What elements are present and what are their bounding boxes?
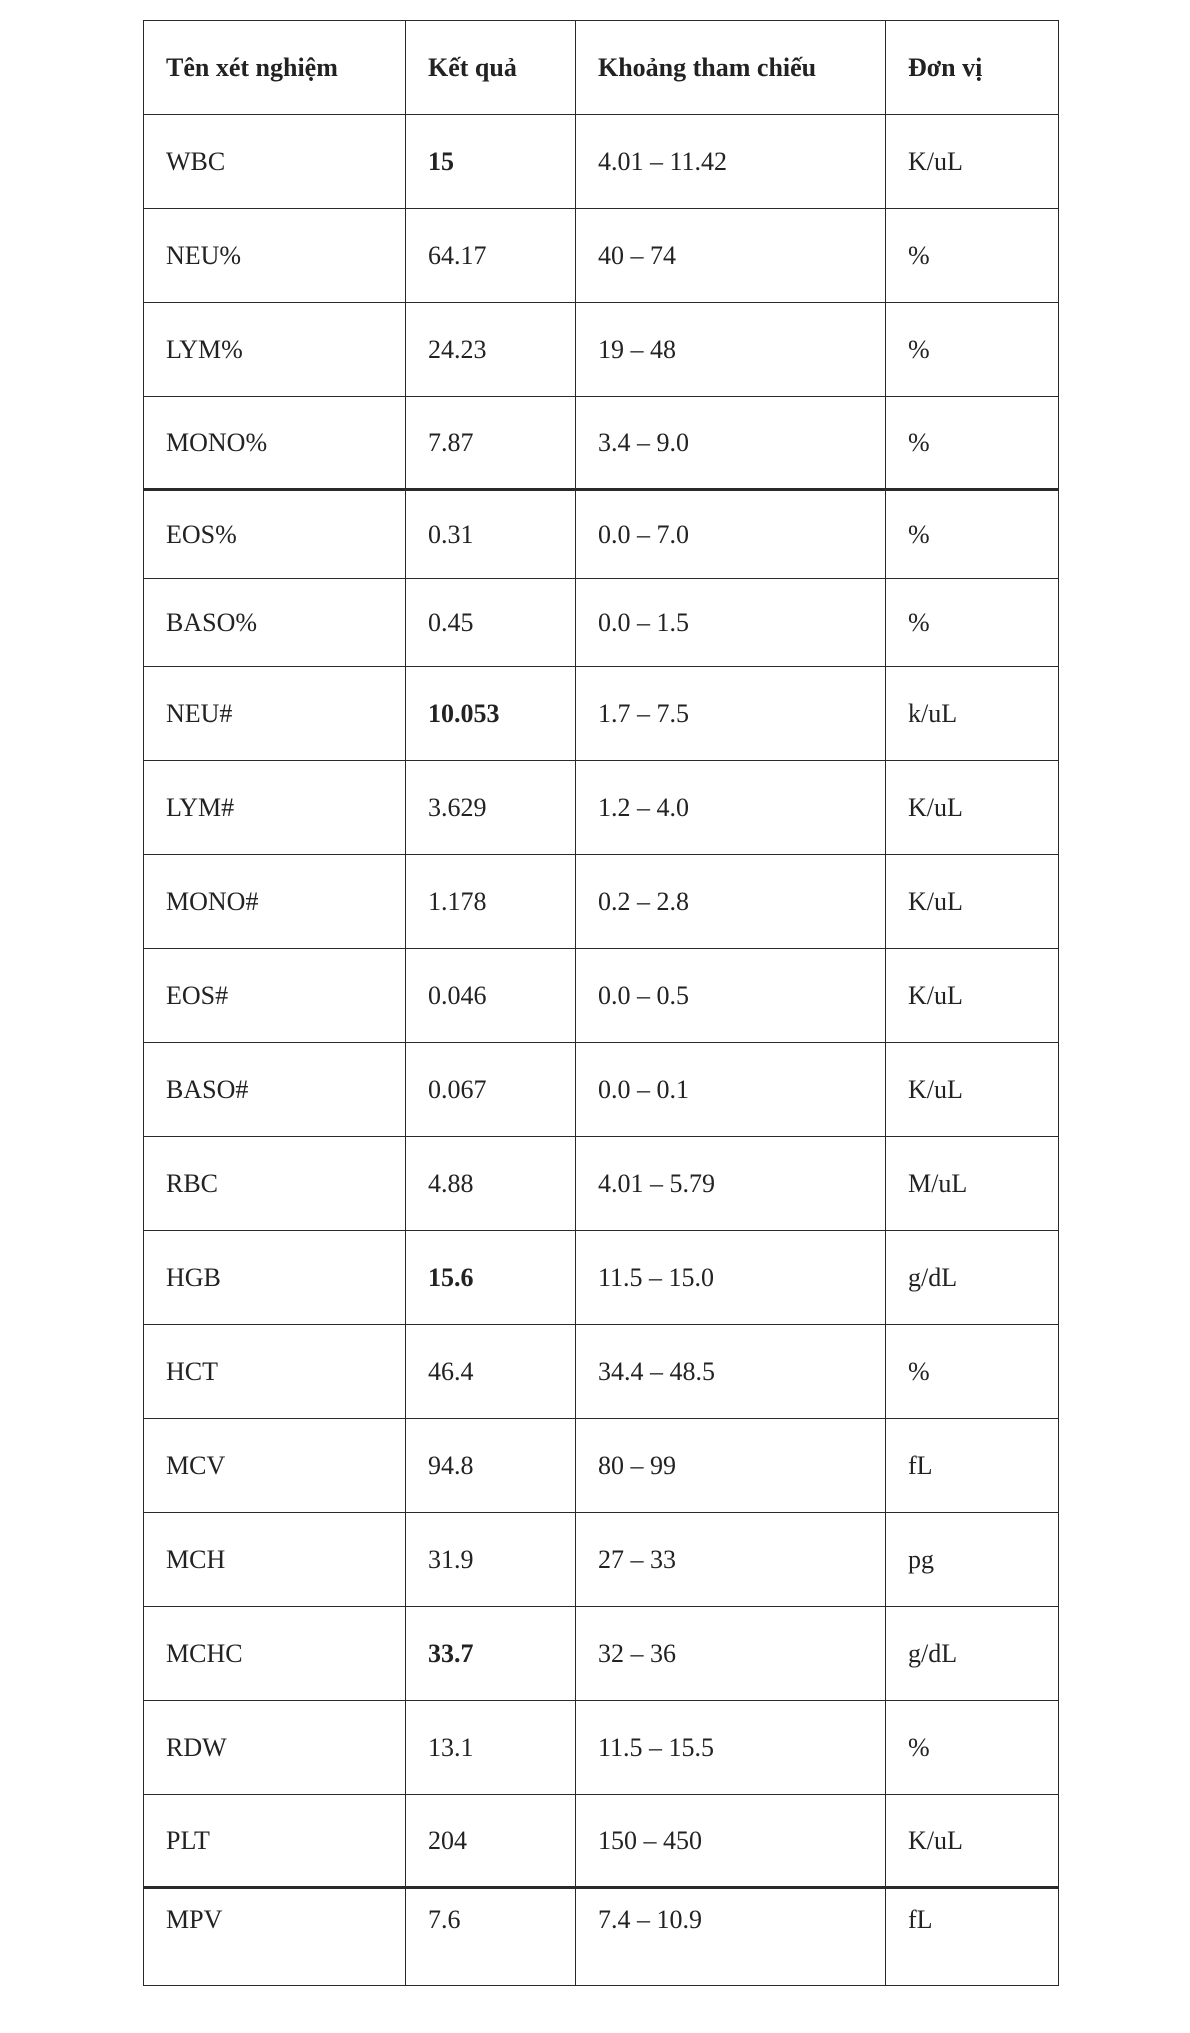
cell-test-name: NEU% [144, 209, 406, 302]
cell-unit: k/uL [908, 698, 958, 728]
cell-reference-range: 19 – 48 [576, 303, 886, 396]
table-row [144, 1795, 1058, 1889]
cell-reference-range: 1.7 – 7.5 [576, 667, 886, 760]
cell-test-name: LYM% [144, 303, 406, 396]
cell-result: 31.9 [406, 1513, 576, 1606]
table-row [144, 1701, 1058, 1795]
table-row [144, 1889, 1058, 1985]
cell-unit: % [908, 427, 930, 457]
cell-result: 3.629 [406, 761, 576, 854]
cell-test-name: MONO# [144, 855, 406, 948]
cell-result: 46.4 [406, 1325, 576, 1418]
table-row [144, 1231, 1058, 1325]
cell-result: 204 [406, 1795, 576, 1886]
cell-reference-range: 11.5 – 15.0 [576, 1231, 886, 1324]
cell-reference-range: 4.01 – 5.79 [576, 1137, 886, 1230]
cell-reference-range: 4.01 – 11.42 [576, 115, 886, 208]
table-row [144, 1607, 1058, 1701]
cell-unit: pg [908, 1544, 934, 1574]
header-result: Kết quả [406, 21, 576, 114]
cell-test-name: BASO% [144, 579, 406, 666]
cell-result: 7.87 [406, 397, 576, 488]
cell-test-name: RBC [144, 1137, 406, 1230]
cell-unit: % [908, 519, 930, 549]
table-row [144, 397, 1058, 491]
table-row [144, 491, 1058, 579]
cell-result: 0.046 [406, 949, 576, 1042]
cell-result: 24.23 [406, 303, 576, 396]
cell-result: 0.31 [406, 491, 576, 578]
cell-unit: K/uL [908, 980, 963, 1010]
table-row [144, 579, 1058, 667]
cell-result: 94.8 [406, 1419, 576, 1512]
cell-result: 0.45 [406, 579, 576, 666]
cell-test-name: EOS# [144, 949, 406, 1042]
table-row [144, 667, 1058, 761]
cell-unit: M/uL [908, 1168, 968, 1198]
cell-result: 7.6 [406, 1889, 576, 1985]
cell-test-name: MCV [144, 1419, 406, 1512]
cell-reference-range: 40 – 74 [576, 209, 886, 302]
table-row [144, 761, 1058, 855]
cell-reference-range: 0.0 – 1.5 [576, 579, 886, 666]
cell-reference-range: 11.5 – 15.5 [576, 1701, 886, 1794]
cell-unit: % [908, 607, 930, 637]
table-header-row [144, 21, 1058, 115]
cell-reference-range: 1.2 – 4.0 [576, 761, 886, 854]
table-row [144, 855, 1058, 949]
cell-reference-range: 0.2 – 2.8 [576, 855, 886, 948]
cell-reference-range: 27 – 33 [576, 1513, 886, 1606]
cell-unit: K/uL [908, 886, 963, 916]
cell-unit: % [908, 1356, 930, 1386]
cell-unit: g/dL [908, 1638, 958, 1668]
cell-test-name: RDW [144, 1701, 406, 1794]
cell-test-name: BASO# [144, 1043, 406, 1136]
cell-test-name: MCH [144, 1513, 406, 1606]
cell-result: 0.067 [406, 1043, 576, 1136]
header-test-name: Tên xét nghiệm [144, 21, 406, 114]
cell-test-name: WBC [144, 115, 406, 208]
cell-test-name: PLT [144, 1795, 406, 1886]
cell-test-name: MCHC [144, 1607, 406, 1700]
table-row [144, 115, 1058, 209]
table-row [144, 1419, 1058, 1513]
cell-unit: fL [908, 1905, 933, 1934]
header-reference-range: Khoảng tham chiếu [576, 21, 886, 114]
cell-result: 15 [406, 115, 576, 208]
cell-reference-range: 3.4 – 9.0 [576, 397, 886, 488]
cell-test-name: NEU# [144, 667, 406, 760]
cell-unit: % [908, 1732, 930, 1762]
cell-test-name: HGB [144, 1231, 406, 1324]
table-row [144, 1325, 1058, 1419]
cell-unit: K/uL [908, 1074, 963, 1104]
table-row [144, 949, 1058, 1043]
cell-result: 13.1 [406, 1701, 576, 1794]
cell-reference-range: 80 – 99 [576, 1419, 886, 1512]
cell-reference-range: 0.0 – 0.5 [576, 949, 886, 1042]
cell-reference-range: 0.0 – 0.1 [576, 1043, 886, 1136]
cell-unit: % [908, 334, 930, 364]
cell-reference-range: 7.4 – 10.9 [576, 1889, 886, 1985]
cell-unit: K/uL [908, 146, 963, 176]
cell-test-name: MPV [144, 1889, 406, 1985]
lab-results-table [143, 20, 1059, 1986]
table-row [144, 303, 1058, 397]
cell-test-name: EOS% [144, 491, 406, 578]
cell-test-name: LYM# [144, 761, 406, 854]
cell-reference-range: 150 – 450 [576, 1795, 886, 1886]
cell-reference-range: 32 – 36 [576, 1607, 886, 1700]
cell-reference-range: 34.4 – 48.5 [576, 1325, 886, 1418]
cell-test-name: MONO% [144, 397, 406, 488]
cell-result: 1.178 [406, 855, 576, 948]
cell-result: 15.6 [406, 1231, 576, 1324]
cell-unit: K/uL [908, 792, 963, 822]
cell-unit: g/dL [908, 1262, 958, 1292]
table-row [144, 1043, 1058, 1137]
cell-unit: fL [908, 1450, 933, 1480]
cell-unit: K/uL [908, 1825, 963, 1855]
cell-result: 10.053 [406, 667, 576, 760]
table-row [144, 1137, 1058, 1231]
cell-test-name: HCT [144, 1325, 406, 1418]
table-row [144, 1513, 1058, 1607]
table-body [144, 115, 1058, 1985]
cell-unit: % [908, 240, 930, 270]
table-row [144, 209, 1058, 303]
cell-result: 4.88 [406, 1137, 576, 1230]
cell-result: 33.7 [406, 1607, 576, 1700]
cell-result: 64.17 [406, 209, 576, 302]
cell-reference-range: 0.0 – 7.0 [576, 491, 886, 578]
header-unit: Đơn vị [908, 52, 983, 82]
